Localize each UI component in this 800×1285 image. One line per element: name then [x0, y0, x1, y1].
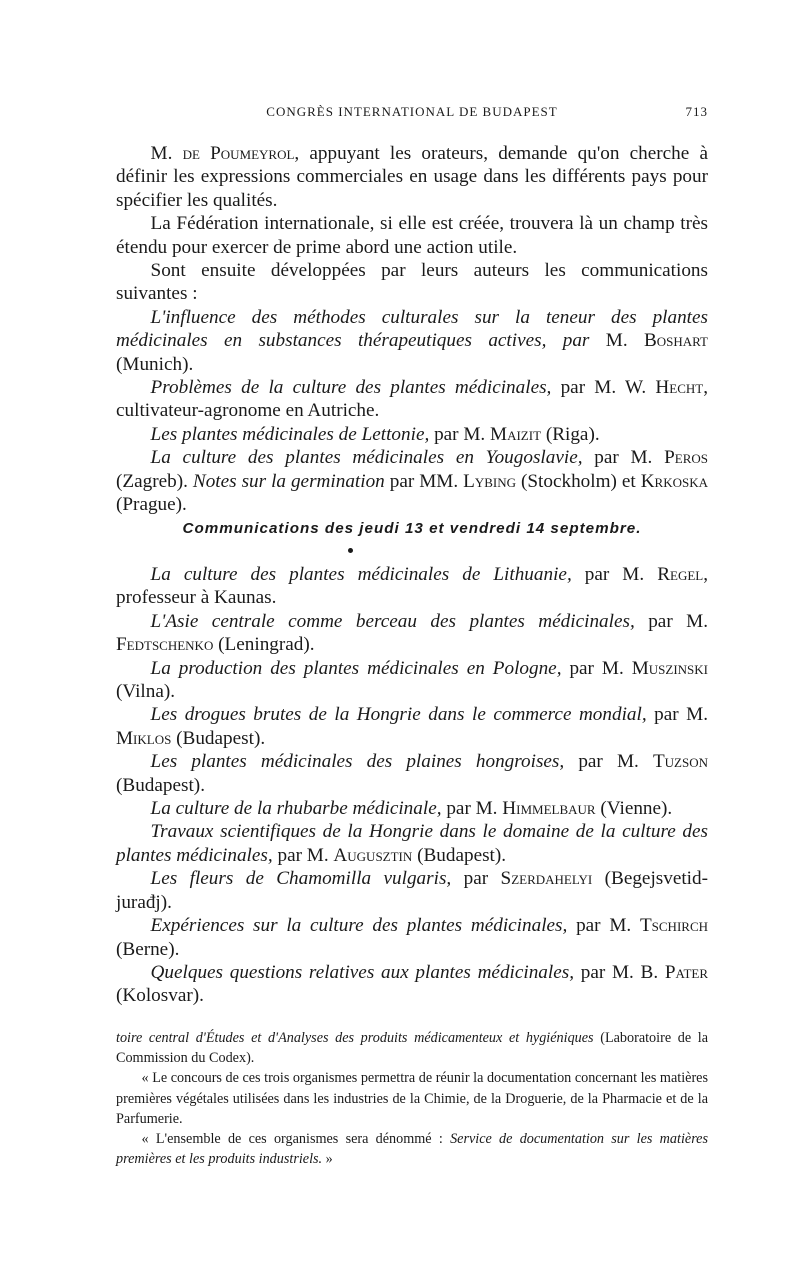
section-heading: Communications des jeudi 13 et vendredi 14 septembre. [182, 520, 642, 537]
communication-item: Les plantes médicinales des plaines hongroises, par M. Tuzson (Budapest). [116, 751, 708, 796]
footnote-continuation: toire central d'Études et d'Analyses des produits médicamenteux et hygiéniques (Laboratoire de la Commission du Codex). [116, 1030, 709, 1067]
communication-item: Les drogues brutes de la Hongrie dans le commerce mondial, par M. Miklos (Budapest). [116, 704, 709, 749]
communication-item: Les fleurs de Chamomilla vulgaris, par Szerdahelyi (Begejsvetid-jurađj). [116, 868, 708, 913]
communication-item: Expériences sur la culture des plantes médicinales, par M. Tschirch (Berne). [116, 915, 709, 960]
page-number: 713 [685, 104, 708, 119]
paragraph-communications-intro: Sont ensuite développées par leurs auteurs les communications suivantes : [116, 260, 708, 305]
communication-item: La production des plantes médicinales en Pologne, par M. Muszinski (Vilna). [116, 657, 708, 703]
communication-hecht: Problèmes de la culture des plantes médicinales, par M. W. Hecht, cultivateur-agronome en Autriche. [116, 377, 709, 422]
ornament-dot [348, 548, 353, 553]
communication-boshart: L'influence des méthodes culturales sur la teneur des plantes médicinales en substances thérapeutiques actives, par M. Boshart (Munich). [116, 306, 708, 375]
communication-item: L'Asie centrale comme berceau des plantes médicinales, par M. Fedtschenko (Leningrad). [116, 610, 709, 656]
communication-maizit: Les plantes médicinales de Lettonie, par M. Maizit (Riga). [150, 423, 600, 445]
paragraph-poumeyrol: M. de Poumeyrol, appuyant les orateurs, demande qu'on cherche à définir les expressions commerciales en usage dans les différents pays pour spécifier les qualités. [116, 143, 708, 211]
paragraph-federation: La Fédération internationale, si elle est créée, trouvera là un champ très étendu pour exercer de prime abord une action utile. [116, 213, 708, 258]
main-text-top [116, 142, 708, 517]
communication-peros: La culture des plantes médicinales en Yougoslavie, par M. Peros (Zagreb). Notes sur la germination par MM. Lybing (Stockholm) et Krkoska (Prague). [116, 447, 709, 516]
communication-item: Quelques questions relatives aux plantes médicinales, par M. B. Pater (Kolosvar). [116, 961, 709, 1007]
running-title: CONGRÈS INTERNATIONAL DE BUDAPEST [266, 104, 558, 119]
footnotes [116, 1028, 708, 1169]
footnote-paragraph: « Le concours de ces trois organismes permettra de réunir la documentation concernant les matières premières végétales utilisées dans les industries de la Chimie, de la Droguerie, de la Pharmacie et de la Parfumerie. [116, 1070, 708, 1127]
communication-item: La culture des plantes médicinales de Lithuanie, par M. Regel, professeur à Kaunas. [116, 564, 709, 609]
communication-item: La culture de la rhubarbe médicinale, par M. Himmelbaur (Vienne). [150, 798, 673, 820]
speaker-name: M. de Poumeyrol, [150, 143, 300, 164]
communication-item: Travaux scientifiques de la Hongrie dans le domaine de la culture des plantes médicinales, par M. Augusztin (Budapest). [116, 821, 708, 866]
footnote-paragraph: « L'ensemble de ces organismes sera dénommé : Service de documentation sur les matières premières et les produits industriels. » [116, 1131, 709, 1168]
main-text-bottom [116, 563, 708, 1008]
